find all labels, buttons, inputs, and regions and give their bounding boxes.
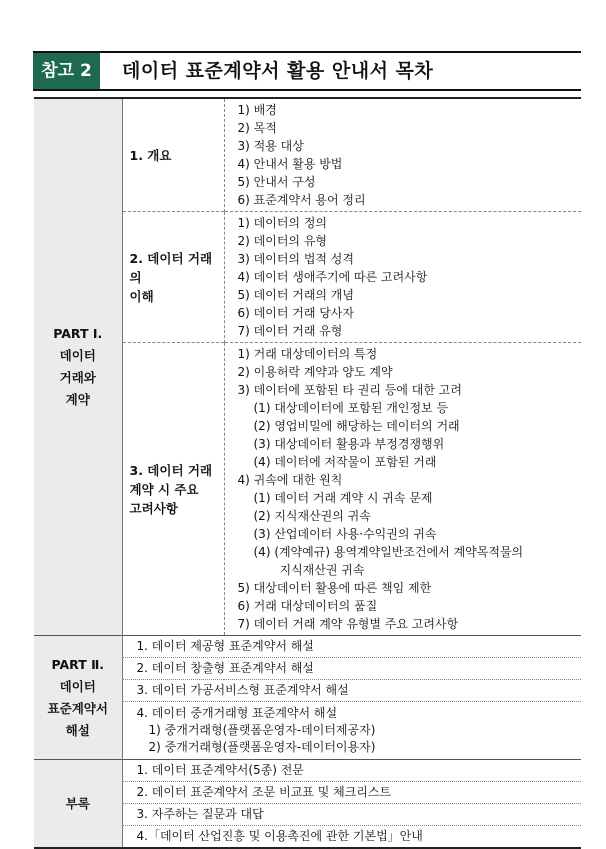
toc-item[interactable]: (1) 대상데이터에 포함된 개인정보 등: [253, 401, 449, 415]
toc-entry-title[interactable]: 4. 데이터 중개거래형 표준계약서 해설: [136, 706, 338, 720]
toc-item[interactable]: 지식재산권 귀속: [279, 563, 365, 577]
toc-entry: [122, 702, 581, 760]
toc-entry: [122, 658, 581, 680]
toc-item[interactable]: (1) 데이터 거래 계약 시 귀속 문제: [253, 491, 433, 505]
page-header: [33, 51, 581, 91]
toc-item[interactable]: 4) 데이터 생애주기에 따른 고려사항: [237, 270, 428, 284]
toc-row: [34, 636, 581, 658]
toc-item[interactable]: 1) 배경: [237, 103, 277, 117]
toc-item[interactable]: 2) 이용허락 계약과 양도 계약: [237, 365, 393, 379]
toc-entry: [122, 680, 581, 702]
toc-item[interactable]: 3) 데이터의 법적 성격: [237, 252, 354, 266]
toc-item[interactable]: 6) 데이터 거래 당사자: [237, 306, 354, 320]
toc-item[interactable]: (4) 데이터에 저작물이 포함된 거래: [253, 455, 437, 469]
toc-item[interactable]: (3) 대상데이터 활용과 부정경쟁행위: [253, 437, 445, 451]
toc-subitem[interactable]: 2) 중개거래형(플랫폼운영자-데이터이용자): [148, 740, 376, 754]
toc-item[interactable]: 1) 거래 대상데이터의 특정: [237, 347, 378, 361]
part-label: 부록: [34, 760, 122, 849]
toc-entry-title[interactable]: 1. 데이터 제공형 표준계약서 해설: [136, 639, 314, 653]
toc-item[interactable]: 3) 적용 대상: [237, 139, 304, 153]
toc-entry-title[interactable]: 2. 데이터 창출형 표준계약서 해설: [136, 661, 314, 675]
section-title[interactable]: 2. 데이터 거래의 이해: [122, 212, 224, 343]
toc-entry[interactable]: 3. 자주하는 질문과 대답: [122, 804, 581, 826]
section-items: [224, 212, 581, 343]
toc-subitem[interactable]: 1) 중개거래형(플랫폼운영자-데이터제공자): [148, 723, 376, 737]
header-bottom-rule: [33, 89, 581, 91]
toc-item[interactable]: 7) 데이터 거래 유형: [237, 324, 343, 338]
reference-badge: 참고 2: [33, 53, 100, 89]
toc-item[interactable]: 2) 목적: [237, 121, 277, 135]
toc-item[interactable]: (4) (계약예규) 용역계약일반조건에서 계약목적물의: [253, 545, 524, 559]
section-title[interactable]: 1. 개요: [122, 98, 224, 212]
toc-item[interactable]: 4) 귀속에 대한 원칙: [237, 473, 343, 487]
toc-entry[interactable]: 1. 데이터 표준계약서(5종) 전문: [122, 760, 581, 782]
toc-item[interactable]: (2) 영업비밀에 해당하는 데이터의 거래: [253, 419, 460, 433]
toc-item[interactable]: 1) 데이터의 정의: [237, 216, 327, 230]
toc-item[interactable]: 4) 안내서 활용 방법: [237, 157, 343, 171]
toc-row: [34, 760, 581, 782]
toc-entry[interactable]: 4.「데이터 산업진흥 및 이용촉진에 관한 기본법」안내: [122, 826, 581, 849]
toc-item[interactable]: 2) 데이터의 유형: [237, 234, 327, 248]
page-title: 데이터 표준계약서 활용 안내서 목차: [122, 60, 434, 82]
toc-entry: [122, 636, 581, 658]
toc-item[interactable]: 3) 데이터에 포함된 타 권리 등에 대한 고려: [237, 383, 462, 397]
toc-item[interactable]: (2) 지식재산권의 귀속: [253, 509, 371, 523]
toc-entry[interactable]: 2. 데이터 표준계약서 조문 비교표 및 체크리스트: [122, 782, 581, 804]
toc-item[interactable]: 5) 안내서 구성: [237, 175, 316, 189]
toc-entry-title[interactable]: 3. 데이터 가공서비스형 표준계약서 해설: [136, 683, 349, 697]
toc-item[interactable]: 6) 거래 대상데이터의 품질: [237, 599, 378, 613]
section-items: [224, 343, 581, 636]
section-title[interactable]: 3. 데이터 거래 계약 시 주요 고려사항: [122, 343, 224, 636]
toc-table: [34, 97, 581, 849]
toc-row: [34, 98, 581, 212]
toc-item[interactable]: 6) 표준계약서 용어 정리: [237, 193, 366, 207]
section-items: [224, 98, 581, 212]
toc-item[interactable]: 5) 데이터 거래의 개념: [237, 288, 354, 302]
part-label: PART Ⅰ. 데이터 거래와 계약: [34, 98, 122, 636]
part-label: PART Ⅱ. 데이터 표준계약서 해설: [34, 636, 122, 760]
toc-item[interactable]: (3) 산업데이터 사용·수익권의 귀속: [253, 527, 437, 541]
toc-item[interactable]: 5) 대상데이터 활용에 따른 책임 제한: [237, 581, 432, 595]
toc-item[interactable]: 7) 데이터 거래 계약 유형별 주요 고려사항: [237, 617, 459, 631]
